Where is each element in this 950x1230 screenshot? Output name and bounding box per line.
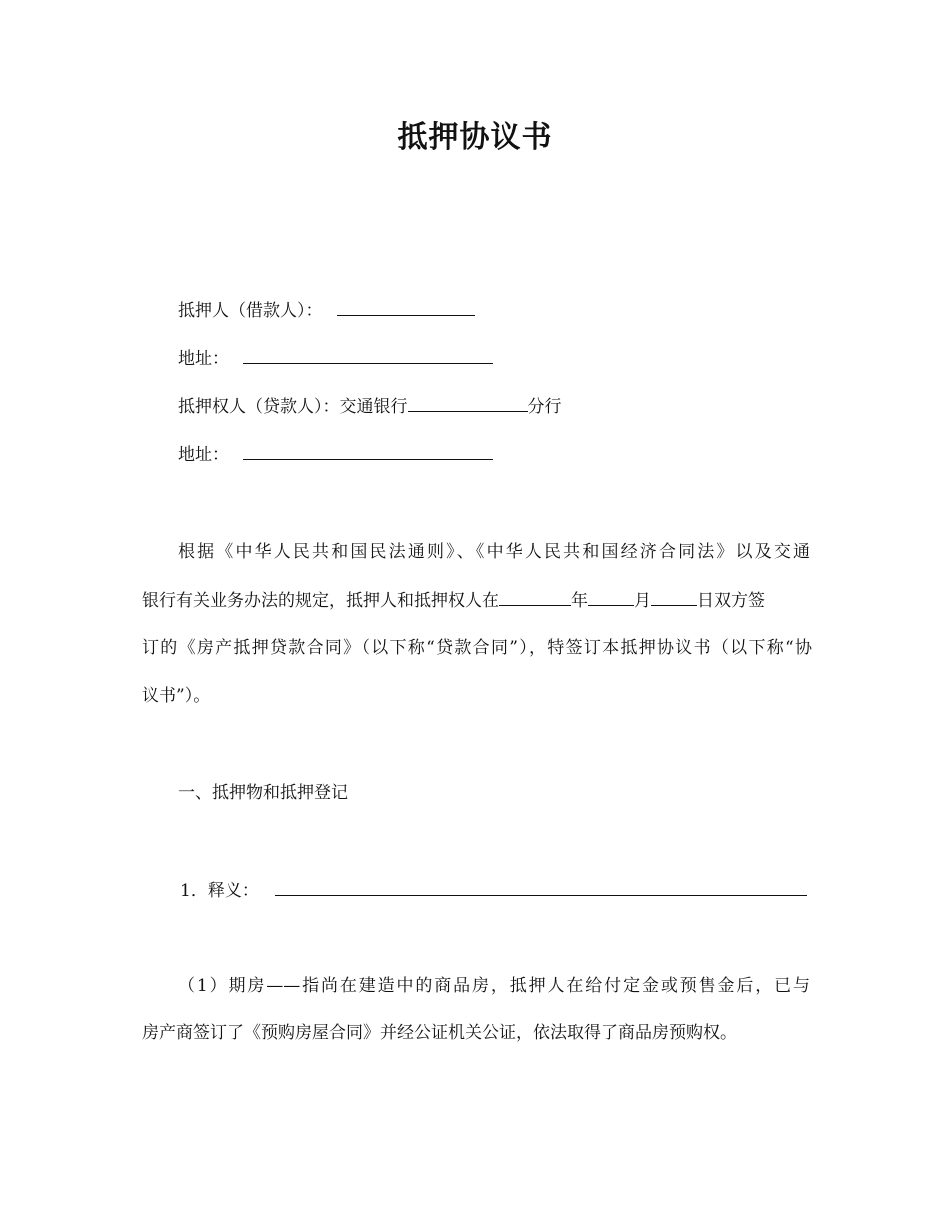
preamble-line-2 xyxy=(142,589,765,612)
mortgagor-line xyxy=(178,299,475,322)
item-1-blank xyxy=(275,879,807,896)
item-1-label: 1．释义： xyxy=(180,881,259,901)
preamble-line-4: 议书”）。 xyxy=(142,686,211,706)
preamble-line-2-text-a: 银行有关业务办法的规定，抵押人和抵押权人在 xyxy=(142,591,499,611)
clause-1-line-1: （1）期房——指尚在建造中的商品房，抵押人在给付定金或预售金后，已与 xyxy=(178,976,810,996)
document-title: 抵押协议书 xyxy=(397,120,553,155)
item-1-line xyxy=(180,879,807,902)
section-1-heading: 一、抵押物和抵押登记 xyxy=(178,783,348,803)
preamble-line-2-text-d: 日双方签 xyxy=(697,591,765,611)
mortgagee-label: 抵押权人（贷款人）：交通银行 xyxy=(178,397,408,417)
mortgagee-suffix: 分行 xyxy=(527,397,562,417)
mortgagee-line xyxy=(178,395,562,418)
mortgagee-address-blank xyxy=(243,443,493,460)
mortgagor-address-label: 地址： xyxy=(178,349,229,369)
clause-1-line-2: 房产商签订了《预购房屋合同》并经公证机关公证，依法取得了商品房预购权。 xyxy=(142,1023,737,1043)
month-label: 月 xyxy=(634,591,651,611)
preamble-line-1: 根据《中华人民共和国民法通则》、《中华人民共和国经济合同法》以及交通 xyxy=(178,542,810,562)
preamble-line-3: 订的《房产抵押贷款合同》（以下称“贷款合同”），特签订本抵押协议书（以下称“协 xyxy=(142,638,812,658)
mortgagor-address-blank xyxy=(243,347,493,364)
year-label: 年 xyxy=(571,591,588,611)
mortgagee-branch-blank xyxy=(408,395,528,412)
day-blank xyxy=(651,589,697,606)
mortgagor-label: 抵押人（借款人）： xyxy=(178,301,323,321)
mortgagee-address-label: 地址： xyxy=(178,445,229,465)
mortgagor-blank xyxy=(337,299,475,316)
month-blank xyxy=(588,589,634,606)
mortgagee-address-line xyxy=(178,443,493,466)
year-blank xyxy=(499,589,571,606)
mortgagor-address-line xyxy=(178,347,493,370)
